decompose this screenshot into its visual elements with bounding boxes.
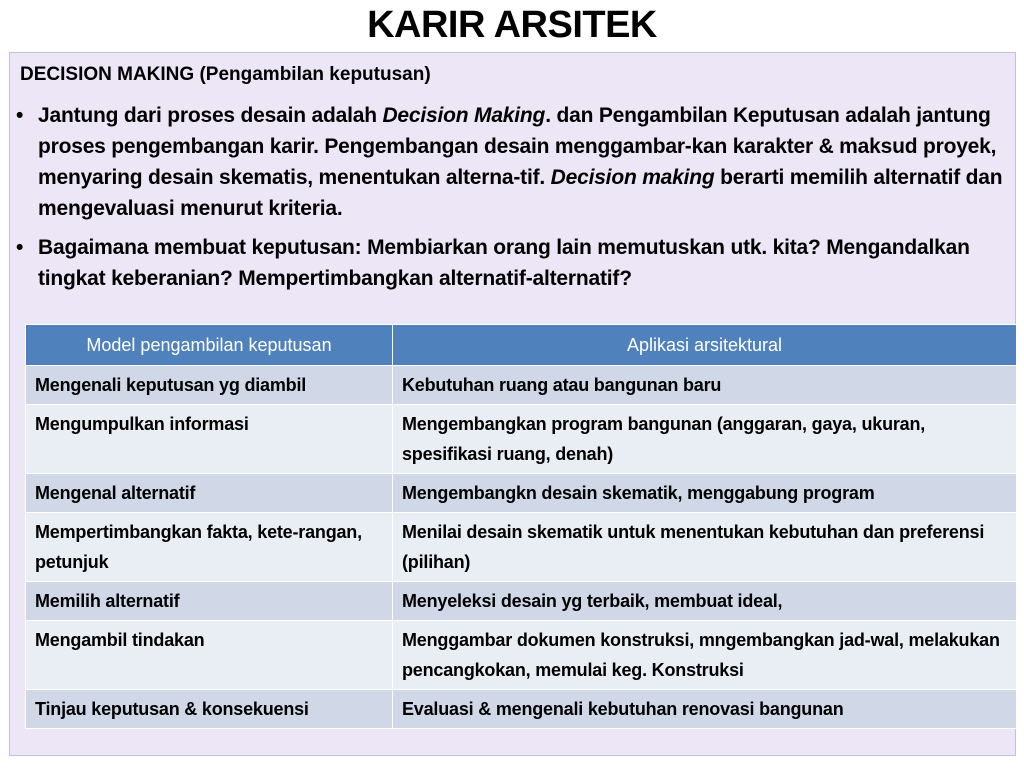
bullet-text: Bagaimana membuat keputusan: Membiarkan orang lain memutuskan utk. kita? Mengandalkan tingkat keberanian? Mempertimbangkan alternatif-alternatif? (38, 236, 970, 290)
bullet-text: Jantung dari proses desain adalah (38, 104, 383, 127)
table-row (26, 582, 1017, 621)
table-header-row (26, 325, 1017, 366)
table-cell-model: Mengenal alternatif (26, 474, 393, 513)
table-row (26, 621, 1017, 690)
table-row (26, 513, 1017, 582)
table-cell-application: Menggambar dokumen konstruksi, mngembangkan jad-wal, melakukan pencangkokan, memulai keg. Konstruksi (393, 621, 1017, 690)
bullet-marker: • (16, 236, 24, 259)
table-cell-model: Mengambil tindakan (26, 621, 393, 690)
table-cell-application: Menilai desain skematik untuk menentukan kebutuhan dan preferensi (pilihan) (393, 513, 1017, 582)
table-cell-model: Tinjau keputusan & konsekuensi (26, 690, 393, 729)
table-row (26, 690, 1017, 729)
table-cell-model: Memilih alternatif (26, 582, 393, 621)
table-cell-model: Mengenali keputusan yg diambil (26, 366, 393, 405)
table-cell-model: Mengumpulkan informasi (26, 405, 393, 474)
table-cell-application: Mengembangkan program bangunan (anggaran, gaya, ukuran, spesifikasi ruang, denah) (393, 405, 1017, 474)
bullet-text-italic: Decision Making (382, 104, 546, 127)
column-header-application: Aplikasi arsitektural (393, 325, 1017, 366)
bullet-text: . dan Pengambilan Keputusan adalah jantung proses pengembangan karir. Pengembangan desain menggambar-kan karakter & maksud proyek, menyaring desain skematis, menentukan alterna-tif. (38, 104, 997, 189)
bullet-text: berarti memilih alternatif dan mengevaluasi menurut kriteria. (38, 166, 1003, 220)
slide-title: KARIR ARSITEK (367, 4, 657, 46)
bullet-list (16, 100, 1006, 302)
section-subheading: DECISION MAKING (Pengambilan keputusan) (20, 64, 431, 85)
table-cell-application: Menyeleksi desain yg terbaik, membuat ideal, (393, 582, 1017, 621)
bullet-item (16, 100, 1006, 224)
table-cell-application: Kebutuhan ruang atau bangunan baru (393, 366, 1017, 405)
bullet-marker: • (16, 104, 24, 127)
table-row (26, 474, 1017, 513)
bullet-text-italic: Decision making (550, 166, 715, 189)
table-cell-application: Mengembangkn desain skematik, menggabung program (393, 474, 1017, 513)
table-row (26, 405, 1017, 474)
column-header-model: Model pengambilan keputusan (26, 325, 393, 366)
bullet-item (16, 232, 1006, 294)
table-cell-model: Mempertimbangkan fakta, kete-rangan, petunjuk (26, 513, 393, 582)
decision-model-table (25, 324, 1017, 729)
table-row (26, 366, 1017, 405)
table-cell-application: Evaluasi & mengenali kebutuhan renovasi bangunan (393, 690, 1017, 729)
